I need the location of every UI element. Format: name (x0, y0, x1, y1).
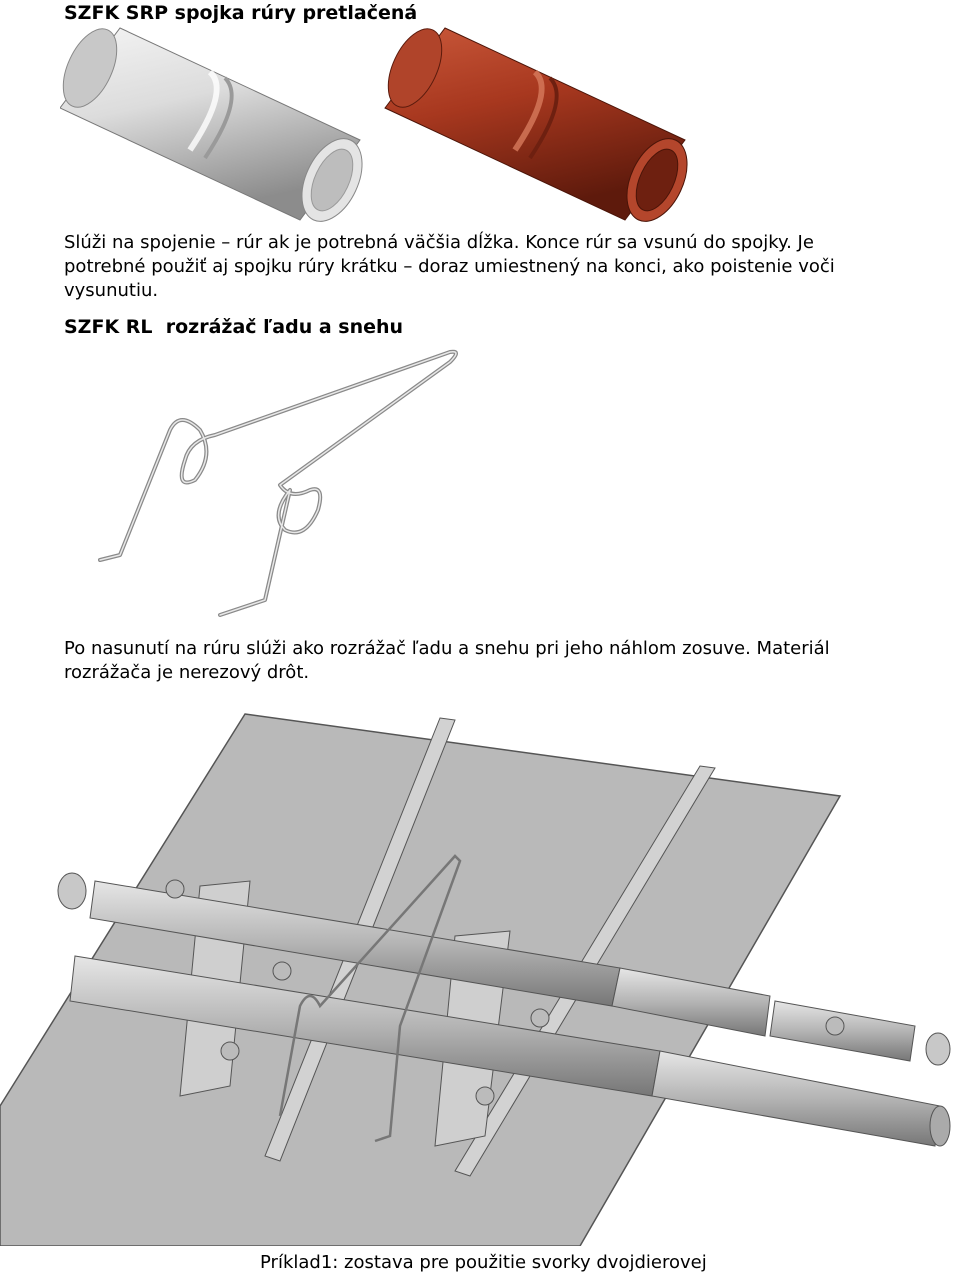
section-title-pipe-coupling: SZFK SRP spojka rúry pretlačená (64, 2, 418, 24)
section-title-ice-breaker: SZFK RL rozrážač ľadu a snehu (64, 316, 404, 338)
description-line: rozrážača je nerezový drôt. (64, 662, 310, 683)
assembly-caption: Príklad1: zostava pre použitie svorky dvojdierovej (260, 1252, 707, 1273)
description-line: Po nasunutí na rúru slúži ako rozrážač ľadu a snehu pri jeho náhlom zosuve. Materiál (64, 638, 830, 659)
description-line: potrebné použiť aj spojku rúry krátku – doraz umiestnený na konci, ako poistenie voči (64, 256, 835, 277)
description-line: vysunutiu. (64, 280, 159, 301)
gray-coupling-pipe (60, 21, 374, 230)
assembly-illustration (0, 706, 960, 1246)
description-line: Slúži na spojenie – rúr ak je potrebná väčšia dĺžka. Konce rúr sa vsunú do spojky. Je (64, 232, 814, 253)
red-coupling-pipe (377, 21, 699, 230)
wire-ice-breaker-illustration (90, 340, 470, 630)
pipe-coupling-description (64, 231, 924, 303)
pipe-coupling-illustration (60, 20, 700, 230)
ice-breaker-description (64, 637, 924, 685)
